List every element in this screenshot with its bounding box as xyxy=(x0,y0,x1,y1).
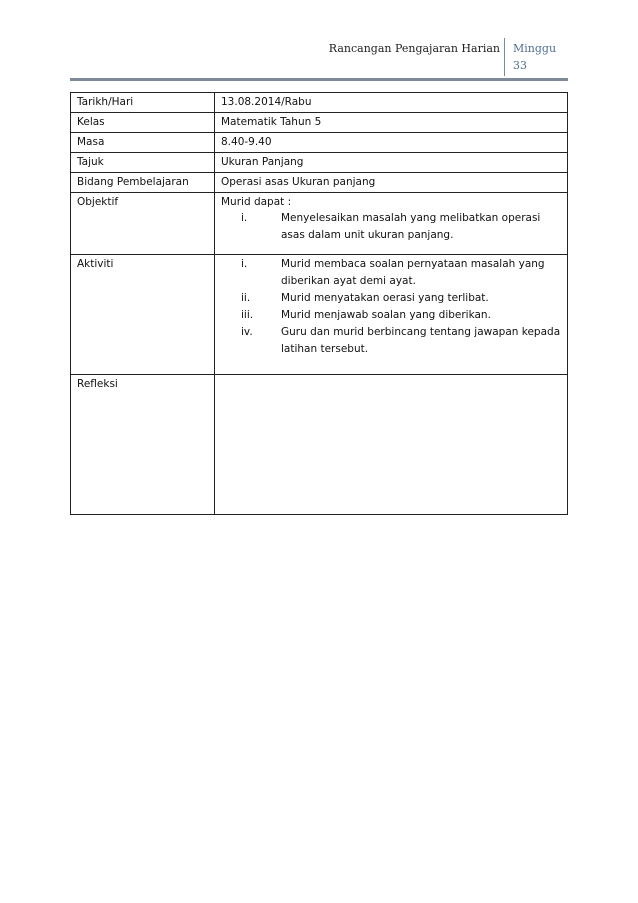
row-value: Ukuran Panjang xyxy=(215,153,568,173)
item-text: Menyelesaikan masalah yang melibatkan operasi asas dalam unit ukuran panjang. xyxy=(281,212,541,241)
list-item xyxy=(221,256,561,290)
item-text: Guru dan murid berbincang tentang jawapan kepada latihan tersebut. xyxy=(281,326,561,355)
table-row-masa xyxy=(71,133,568,153)
objektif-intro: Murid dapat : xyxy=(221,196,292,208)
item-number: ii. xyxy=(241,292,251,304)
objektif-list xyxy=(221,210,561,244)
item-number: iii. xyxy=(241,309,254,321)
table-row-kelas xyxy=(71,113,568,133)
week-label: Minggu xyxy=(513,42,557,55)
table-row-tajuk xyxy=(71,153,568,173)
table-row-bidang xyxy=(71,173,568,193)
refleksi-cell xyxy=(215,375,568,515)
header-title: Rancangan Pengajaran Harian xyxy=(328,42,500,55)
table-row-refleksi xyxy=(71,375,568,515)
list-item xyxy=(221,290,561,307)
row-value: 8.40-9.40 xyxy=(215,133,568,153)
list-item xyxy=(221,324,561,358)
objektif-cell xyxy=(215,193,568,255)
row-label: Masa xyxy=(71,133,215,153)
item-number: i. xyxy=(241,212,248,224)
row-label: Refleksi xyxy=(71,375,215,515)
aktiviti-list xyxy=(221,256,561,358)
row-label: Objektif xyxy=(71,193,215,255)
row-label: Tajuk xyxy=(71,153,215,173)
row-value: Operasi asas Ukuran panjang xyxy=(215,173,568,193)
item-text: Murid membaca soalan pernyataan masalah yang diberikan ayat demi ayat. xyxy=(281,258,545,287)
list-item xyxy=(221,307,561,324)
row-label: Tarikh/Hari xyxy=(71,93,215,113)
item-number: i. xyxy=(241,258,248,270)
week-number: 33 xyxy=(513,59,527,72)
table-row-objektif xyxy=(71,193,568,255)
aktiviti-cell xyxy=(215,255,568,375)
row-label: Kelas xyxy=(71,113,215,133)
row-label: Aktiviti xyxy=(71,255,215,375)
table-row-tarikh xyxy=(71,93,568,113)
table-row-aktiviti xyxy=(71,255,568,375)
row-label: Bidang Pembelajaran xyxy=(71,173,215,193)
lesson-plan-table xyxy=(70,92,568,515)
item-text: Murid menjawab soalan yang diberikan. xyxy=(281,309,491,321)
list-item xyxy=(221,210,561,244)
page-header xyxy=(70,38,568,81)
item-number: iv. xyxy=(241,326,253,338)
week-box xyxy=(504,38,562,76)
row-value: 13.08.2014/Rabu xyxy=(215,93,568,113)
item-text: Murid menyatakan oerasi yang terlibat. xyxy=(281,292,489,304)
row-value: Matematik Tahun 5 xyxy=(215,113,568,133)
